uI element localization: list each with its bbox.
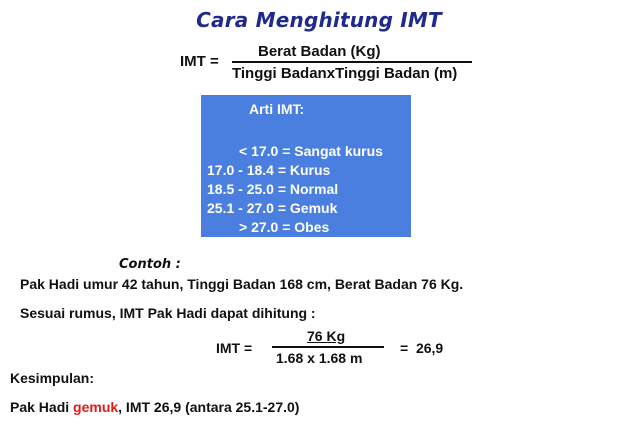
calc-denominator: 1.68 x 1.68 m <box>276 350 363 366</box>
arti-row-gemuk: 25.1 - 27.0 = Gemuk <box>207 200 338 216</box>
arti-row-sangat-kurus: < 17.0 = Sangat kurus <box>239 143 383 159</box>
example-line-1: Pak Hadi umur 42 tahun, Tinggi Badan 168 cm, Berat Badan 76 Kg. <box>20 276 464 292</box>
contoh-label: Contoh : <box>119 257 181 272</box>
kesimpulan-text <box>10 399 299 415</box>
formula-fraction-line <box>232 61 472 63</box>
arti-row-normal: 18.5 - 25.0 = Normal <box>207 181 339 197</box>
arti-imt-box <box>201 95 411 237</box>
formula-denominator: Tinggi BadanxTinggi Badan (m) <box>232 65 458 82</box>
kesimpulan-highlight: gemuk <box>73 399 119 415</box>
calc-label: IMT = <box>216 340 253 356</box>
kesimpulan-label: Kesimpulan: <box>10 370 95 386</box>
arti-row-kurus: 17.0 - 18.4 = Kurus <box>207 162 331 178</box>
kesimpulan-prefix: Pak Hadi <box>10 399 74 415</box>
calc-result: = 26,9 <box>400 340 444 356</box>
calc-fraction-line <box>272 346 384 348</box>
arti-row-obes: > 27.0 = Obes <box>239 219 330 235</box>
formula-label: IMT = <box>180 53 219 70</box>
kesimpulan-suffix: , IMT 26,9 (antara 25.1-27.0) <box>118 399 300 415</box>
page-title: Cara Menghitung IMT <box>196 8 442 32</box>
calc-numerator: 76 Kg <box>307 328 346 344</box>
example-line-2: Sesuai rumus, IMT Pak Hadi dapat dihitung : <box>20 305 316 321</box>
arti-imt-heading: Arti IMT: <box>249 101 305 117</box>
formula-numerator: Berat Badan (Kg) <box>258 43 381 60</box>
